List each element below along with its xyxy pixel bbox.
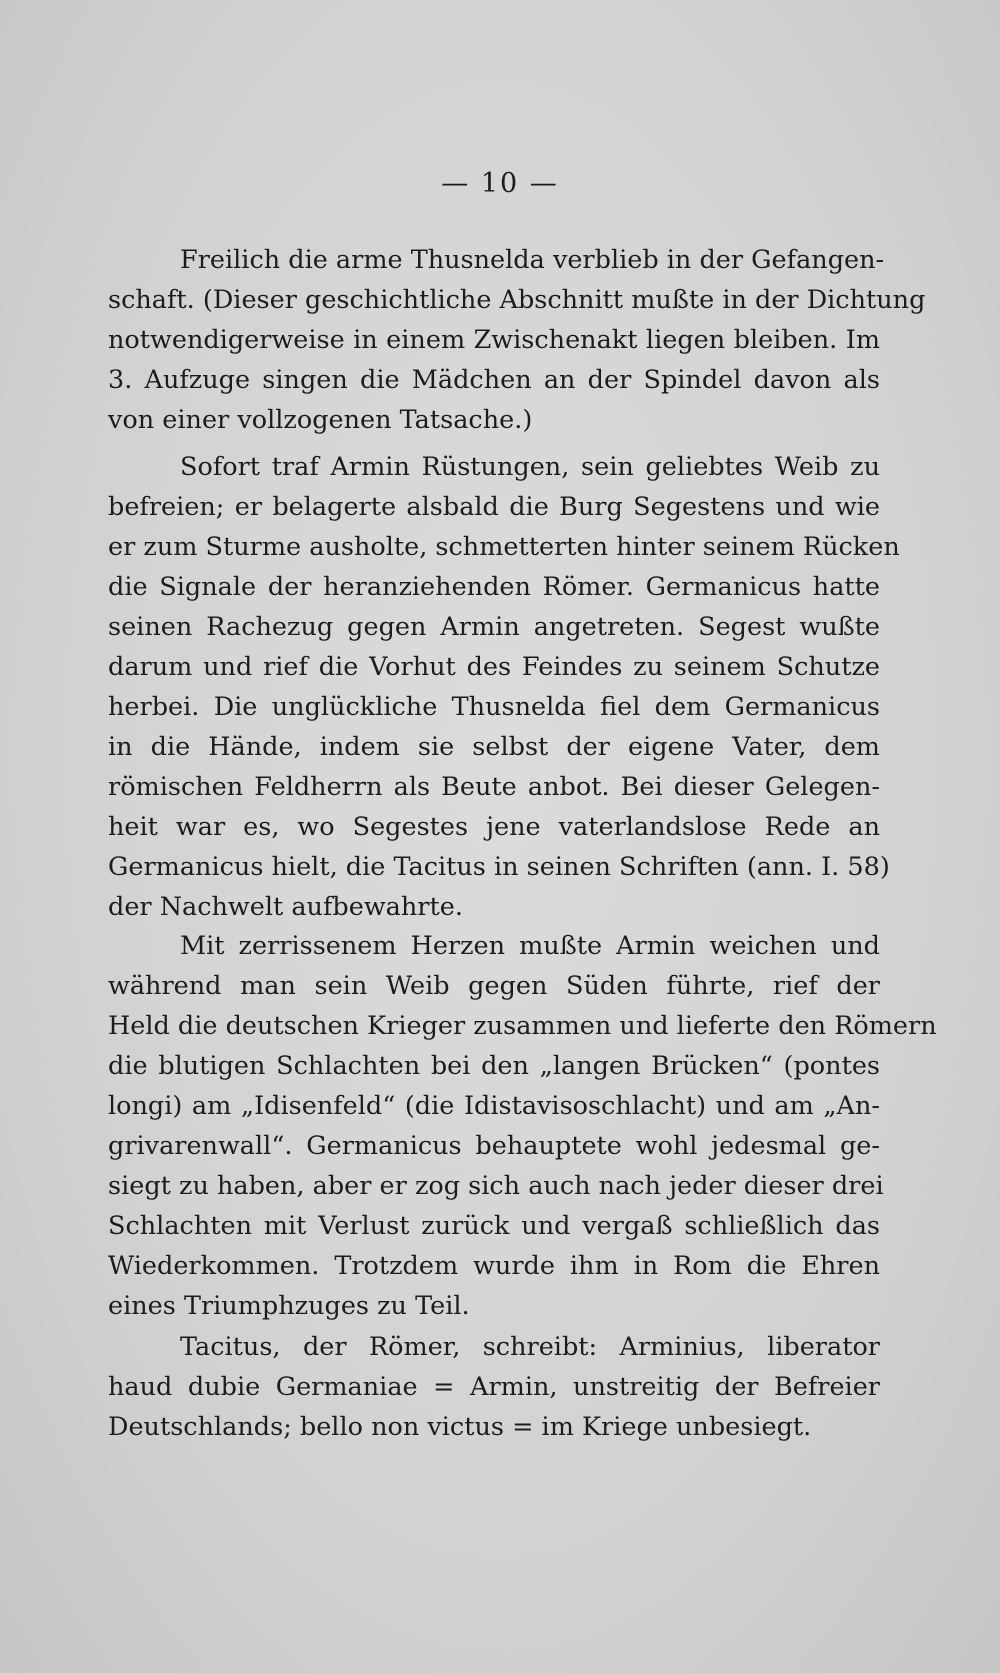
text-line: Tacitus, der Römer, schreibt: Arminius, liberator [180,1332,880,1362]
text-line: befreien; er belagerte alsbald die Burg Segestens und wie [108,492,880,522]
text-line: grivarenwall“. Germanicus behauptete wohl jedesmal ge- [108,1131,880,1161]
text-line: notwendigerweise in einem Zwischenakt liegen bleiben. Im [108,325,880,355]
text-line: Freilich die arme Thusnelda verblieb in der Gefangen- [180,245,885,275]
text-line: Germanicus hielt, die Tacitus in seinen Schriften (ann. I. 58) [108,852,890,882]
text-line: heit war es, wo Segestes jene vaterlandslose Rede an [108,812,880,842]
text-line: 3. Aufzuge singen die Mädchen an der Spindel davon als [108,365,880,395]
text-line: haud dubie Germaniae = Armin, unstreitig der Befreier [108,1372,880,1402]
paragraph-4 [108,1327,880,1447]
text-line: Mit zerrissenem Herzen mußte Armin weichen und [180,931,880,961]
text-line: Sofort traf Armin Rüstungen, sein geliebtes Weib zu [180,452,880,482]
text-line: siegt zu haben, aber er zog sich auch nach jeder dieser drei [108,1171,884,1201]
text-line: longi) am „Idisenfeld“ (die Idistavisoschlacht) und am „An- [108,1091,880,1121]
text-line: darum und rief die Vorhut des Feindes zu seinem Schutze [108,652,880,682]
text-line: herbei. Die unglückliche Thusnelda fiel dem Germanicus [108,692,880,722]
text-line: er zum Sturme ausholte, schmetterten hinter seinem Rücken [108,532,900,562]
text-line: Schlachten mit Verlust zurück und vergaß schließlich das [108,1211,880,1241]
text-line: schaft. (Dieser geschichtliche Abschnitt mußte in der Dichtung [108,285,926,315]
text-line: in die Hände, indem sie selbst der eigene Vater, dem [108,732,880,762]
text-line: seinen Rachezug gegen Armin angetreten. Segest wußte [108,612,880,642]
paragraph-2 [108,447,900,927]
text-line: während man sein Weib gegen Süden führte, rief der [108,971,880,1001]
text-line: römischen Feldherrn als Beute anbot. Bei dieser Gelegen- [108,772,880,802]
text-line: eines Triumphzuges zu Teil. [108,1291,470,1321]
text-line: der Nachwelt aufbewahrte. [108,892,463,922]
text-line: Held die deutschen Krieger zusammen und lieferte den Römern [108,1011,937,1041]
paragraph-3 [108,926,937,1326]
paragraph-1 [108,240,926,440]
text-line: die Signale der heranziehenden Römer. Germanicus hatte [108,572,880,602]
text-line: Deutschlands; bello non victus = im Kriege unbesiegt. [108,1412,812,1442]
page-number: — 10 — [441,168,559,199]
text-line: Wiederkommen. Trotzdem wurde ihm in Rom die Ehren [108,1251,880,1281]
text-line: von einer vollzogenen Tatsache.) [108,405,533,435]
text-line: die blutigen Schlachten bei den „langen Brücken“ (pontes [108,1051,880,1081]
